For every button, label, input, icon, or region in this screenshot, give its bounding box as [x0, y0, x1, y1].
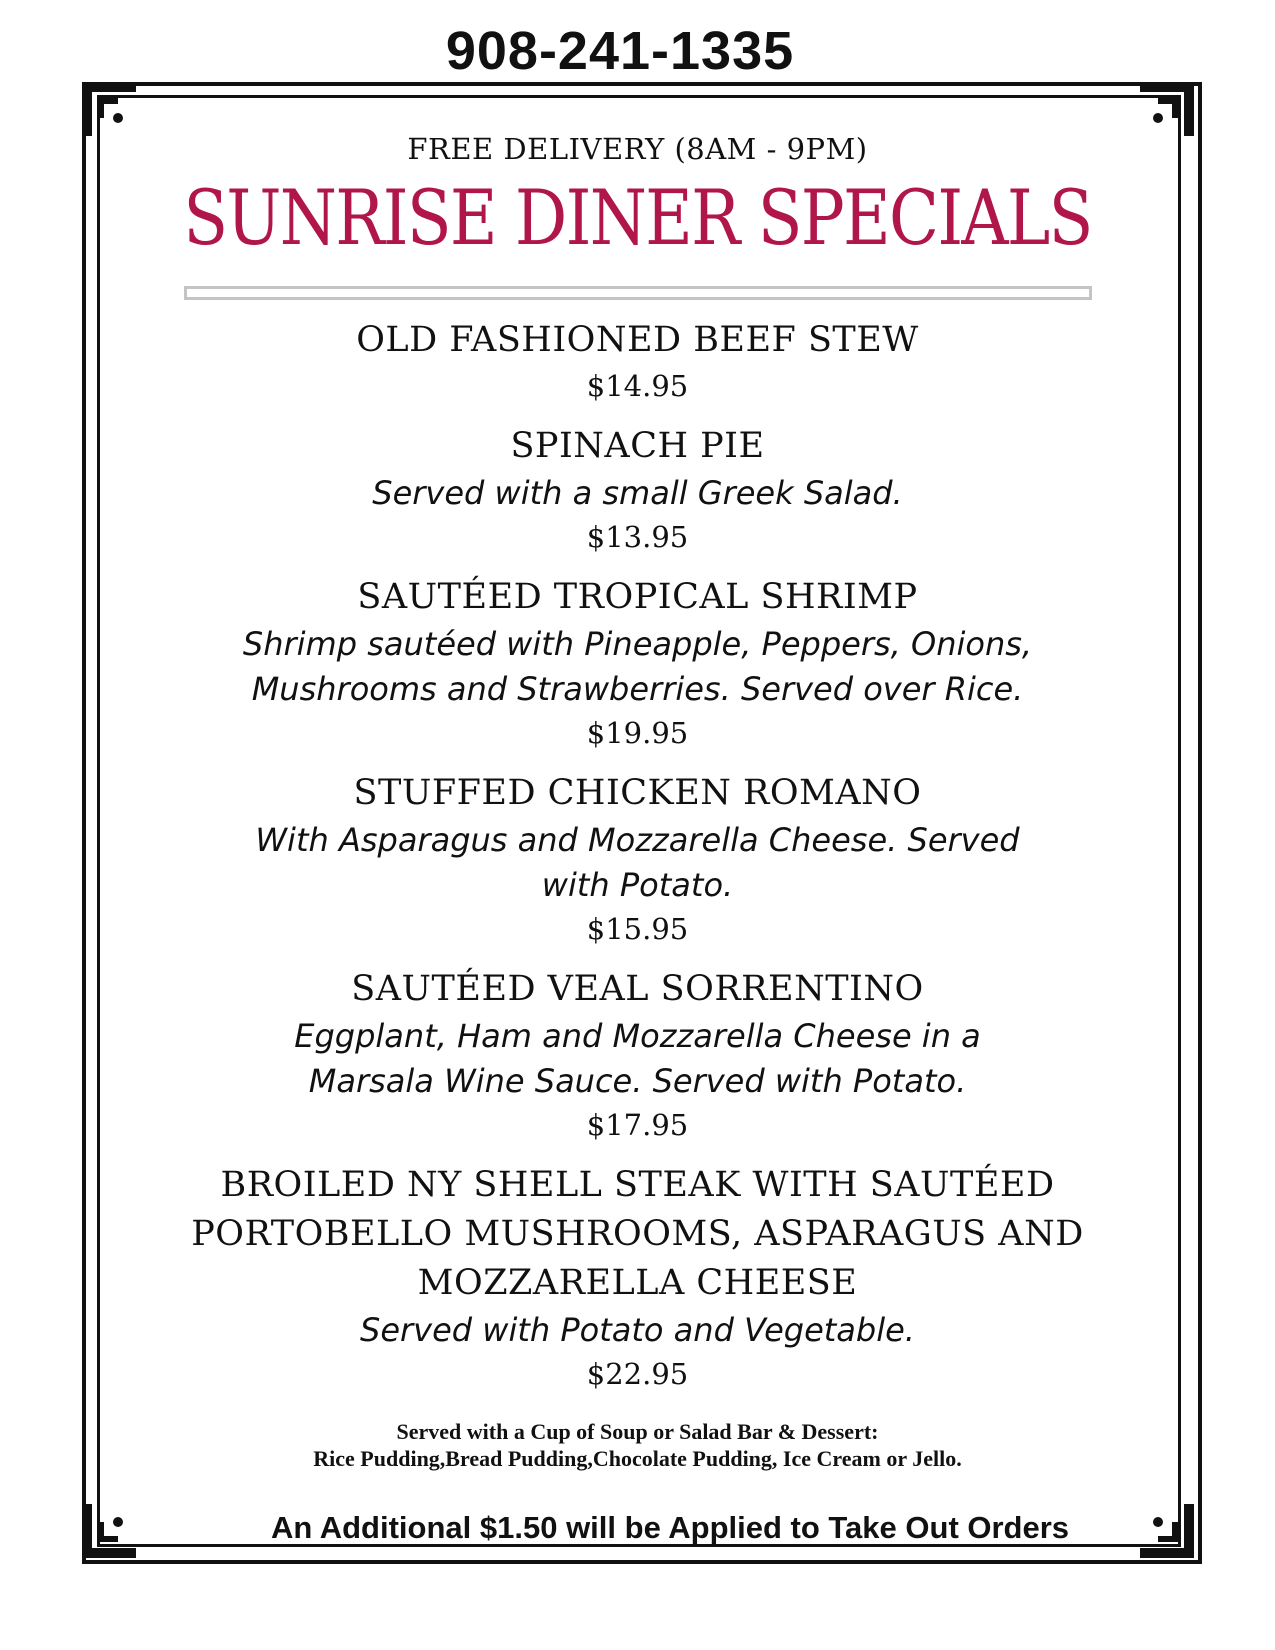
- menu-item-description: Served with a small Greek Salad.: [372, 474, 903, 512]
- menu-item-price: $22.95: [586, 1357, 689, 1391]
- menu-title: SUNRISE DINER SPECIALS: [183, 173, 1092, 262]
- menu-content: [100, 130, 1175, 1472]
- delivery-hours: FREE DELIVERY (8AM - 9PM): [407, 132, 868, 166]
- menu-item-description: Shrimp sautéed with Pineapple, Peppers, Onions, Mushrooms and Strawberries. Served over Rice.: [242, 625, 1033, 708]
- menu-item-price: $13.95: [586, 520, 689, 554]
- menu-item: [100, 769, 1175, 951]
- menu-item-name: SPINACH PIE: [510, 426, 765, 466]
- included-sides-line-1: Served with a Cup of Soup or Salad Bar & Dessert:: [396, 1419, 879, 1444]
- menu-item-price: $17.95: [586, 1108, 689, 1142]
- title-divider: [184, 286, 1092, 300]
- menu-item-description: Eggplant, Ham and Mozzarella Cheese in a Marsala Wine Sauce. Served with Potato.: [294, 1017, 981, 1100]
- menu-item-price: $15.95: [586, 912, 689, 946]
- menu-item-name: SAUTÉED VEAL SORRENTINO: [351, 969, 924, 1009]
- takeout-surcharge-note: An Additional $1.50 will be Applied to Take Out Orders: [270, 1510, 1070, 1545]
- included-sides-note: [100, 1418, 1175, 1472]
- menu-item-price: $19.95: [586, 716, 689, 750]
- phone-number: 908-241-1335: [445, 21, 795, 81]
- menu-item-name: OLD FASHIONED BEEF STEW: [356, 320, 919, 360]
- menu-item: [100, 1161, 1175, 1396]
- menu-item-name: SAUTÉED TROPICAL SHRIMP: [357, 577, 918, 617]
- menu-item: [100, 316, 1175, 408]
- menu-item-description: With Asparagus and Mozzarella Cheese. Served with Potato.: [255, 821, 1020, 904]
- specials-list: [100, 316, 1175, 1396]
- included-sides-line-2: Rice Pudding,Bread Pudding,Chocolate Pudding, Ice Cream or Jello.: [313, 1446, 962, 1471]
- menu-item-description: Served with Potato and Vegetable.: [360, 1311, 915, 1349]
- menu-item-name: BROILED NY SHELL STEAK WITH SAUTÉED PORTOBELLO MUSHROOMS, ASPARAGUS AND MOZZARELLA CHEESE: [191, 1165, 1084, 1303]
- menu-item: [100, 573, 1175, 755]
- menu-item-price: $14.95: [586, 369, 689, 403]
- menu-item-name: STUFFED CHICKEN ROMANO: [353, 773, 922, 813]
- menu-item: [100, 422, 1175, 559]
- menu-item: [100, 965, 1175, 1147]
